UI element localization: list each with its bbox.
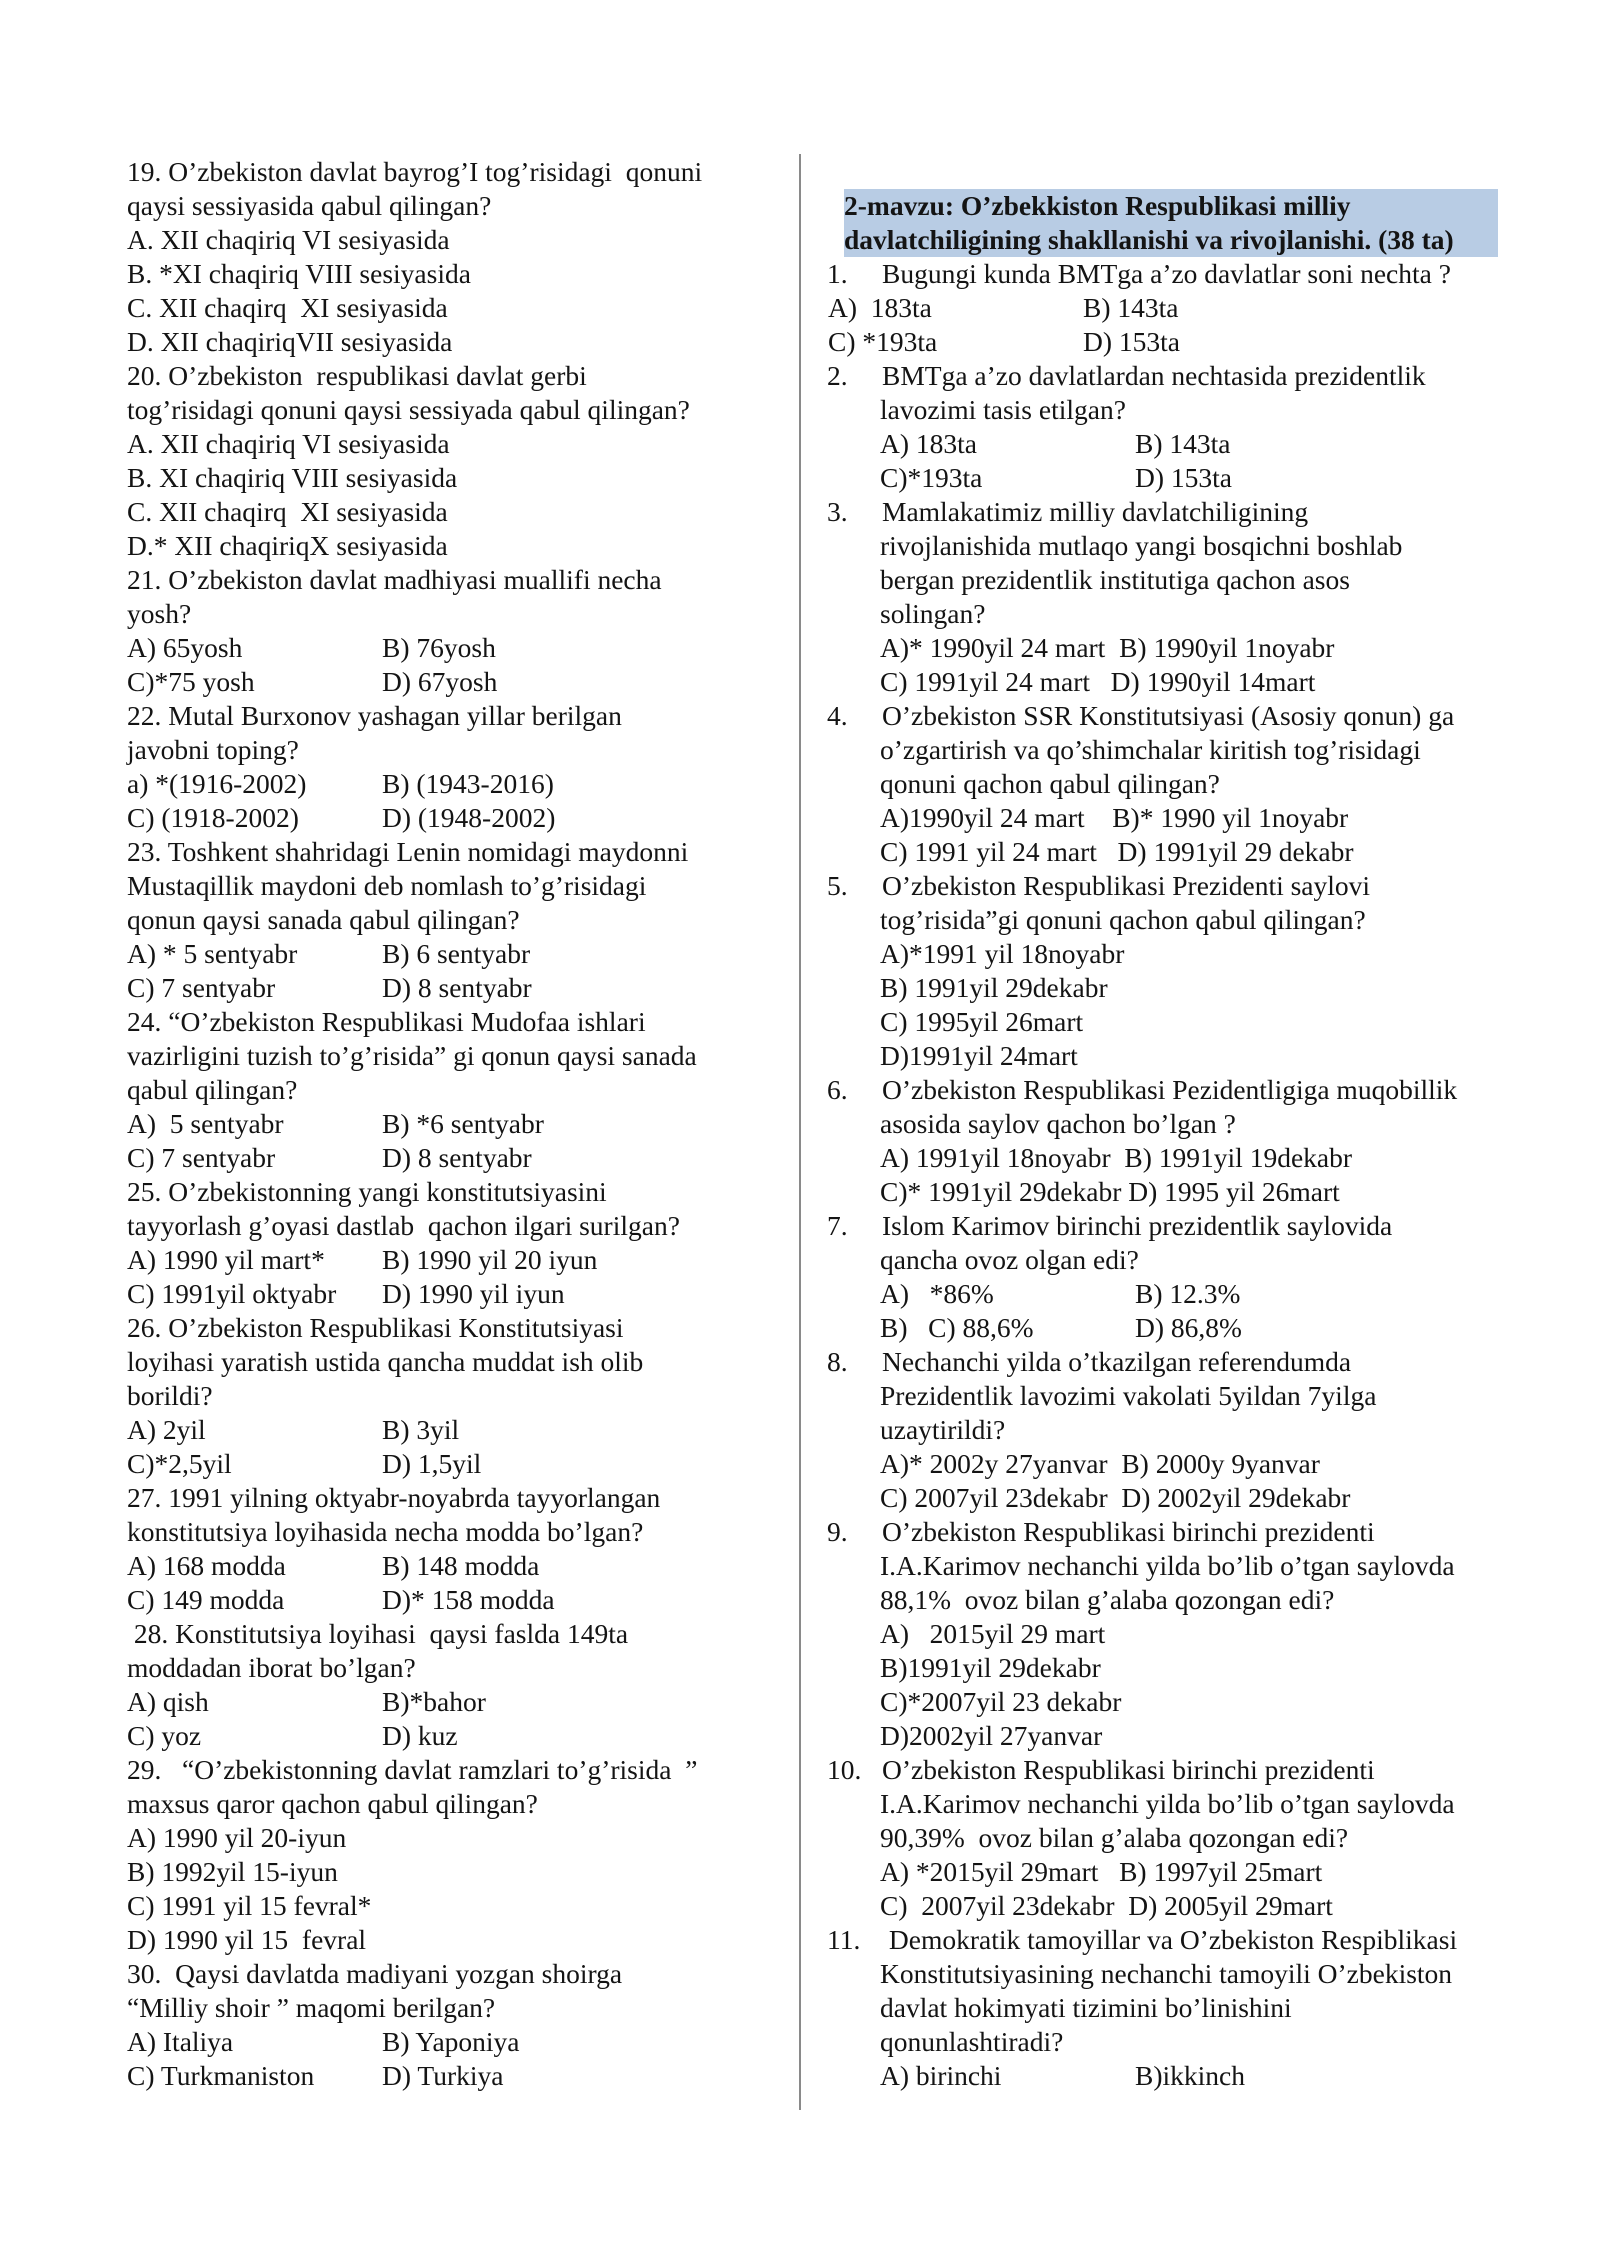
text-line: C)*2007yil 23 dekabr xyxy=(880,1686,1122,1717)
answer-options-line xyxy=(828,291,1508,325)
answer-option: B) *6 sentyabr xyxy=(382,1108,544,1139)
text-line: D)1991yil 24mart xyxy=(880,1040,1078,1071)
text-line: 20. O’zbekiston respublikasi davlat gerbi xyxy=(127,360,587,391)
answer-option: A) 65yosh xyxy=(127,632,243,663)
question-number: 7. xyxy=(827,1210,848,1241)
answer-options-line xyxy=(127,1549,767,1583)
question-number: 9. xyxy=(827,1516,848,1547)
text-line: A) 1991yil 18noyabr B) 1991yil 19dekabr xyxy=(880,1142,1353,1173)
answer-option: D) 1990 yil iyun xyxy=(382,1278,565,1309)
topic-title: davlatchiligining shakllanishi va rivojlanishi. (38 ta) xyxy=(844,223,1498,257)
answer-option: D) 8 sentyabr xyxy=(382,1142,532,1173)
text-line: rivojlanishida mutlaqo yangi bosqichni boshlab xyxy=(880,530,1403,561)
text-line: C) 1991yil 24 mart D) 1990yil 14mart xyxy=(880,666,1316,697)
question-text: Islom Karimov birinchi prezidentlik saylovida xyxy=(882,1210,1393,1241)
question-text: O’zbekiston Respublikasi Prezidenti saylovi xyxy=(882,870,1371,901)
text-line: A)* 1990yil 24 mart B) 1990yil 1noyabr xyxy=(880,632,1335,663)
text-line: 24. “O’zbekiston Respublikasi Mudofaa ishlari xyxy=(127,1006,646,1037)
text-line: qonuni qachon qabul qilingan? xyxy=(880,768,1220,799)
question-line xyxy=(828,869,1508,903)
answer-option: C)*193ta xyxy=(880,462,983,493)
text-line: C) 1995yil 26mart xyxy=(880,1006,1084,1037)
answer-option: A) 2yil xyxy=(127,1414,206,1445)
question-line xyxy=(828,1515,1508,1549)
text-line: I.A.Karimov nechanchi yilda bo’lib o’tgan saylovda xyxy=(880,1788,1455,1819)
answer-options-line xyxy=(127,665,767,699)
text-line: lavozimi tasis etilgan? xyxy=(880,394,1126,425)
answer-option: B) 148 modda xyxy=(382,1550,540,1581)
question-line xyxy=(828,1073,1508,1107)
text-line: maxsus qaror qachon qabul qilingan? xyxy=(127,1788,538,1819)
answer-option: A) Italiya xyxy=(127,2026,234,2057)
answer-option: A) 183ta xyxy=(828,292,932,323)
text-line: B) 1991yil 29dekabr xyxy=(880,972,1108,1003)
text-line: 26. O’zbekiston Respublikasi Konstitutsiyasi xyxy=(127,1312,624,1343)
text-line: 19. O’zbekiston davlat bayrog’I tog’risidagi qonuni xyxy=(127,156,703,187)
answer-options-line xyxy=(828,461,1508,495)
text-line: qabul qilingan? xyxy=(127,1074,298,1105)
text-line: C. XII chaqirq XI sesiyasida xyxy=(127,292,448,323)
column-divider xyxy=(799,154,801,2110)
answer-options-line xyxy=(127,631,767,665)
text-line: A)1990yil 24 mart B)* 1990 yil 1noyabr xyxy=(880,802,1349,833)
answer-option: D) 67yosh xyxy=(382,666,498,697)
answer-options-line xyxy=(127,1447,767,1481)
answer-option: C) *193ta xyxy=(828,326,938,357)
text-line: C)* 1991yil 29dekabr D) 1995 yil 26mart xyxy=(880,1176,1340,1207)
question-text: O’zbekiston SSR Konstitutsiyasi (Asosiy qonun) ga xyxy=(882,700,1455,731)
question-line xyxy=(828,257,1508,291)
text-line: D. XII chaqiriqVII sesiyasida xyxy=(127,326,453,357)
text-line: konstitutsiya loyihasida necha modda bo’lgan? xyxy=(127,1516,644,1547)
text-line: asosida saylov qachon bo’lgan ? xyxy=(880,1108,1236,1139)
answer-option: B) 143ta xyxy=(1083,292,1179,323)
question-line xyxy=(828,1753,1508,1787)
answer-option: D) (1948-2002) xyxy=(382,802,556,833)
text-line: A) 1990 yil 20-iyun xyxy=(127,1822,347,1853)
answer-option: A) 5 sentyabr xyxy=(127,1108,284,1139)
answer-option: A) 1990 yil mart* xyxy=(127,1244,325,1275)
left-column xyxy=(127,155,767,2093)
text-line: B. XI chaqiriq VIII sesiyasida xyxy=(127,462,458,493)
answer-option: B) C) 88,6% xyxy=(880,1312,1034,1343)
text-line: Konstitutsiyasining nechanchi tamoyili O’zbekiston xyxy=(880,1958,1453,1989)
answer-options-line xyxy=(127,1583,767,1617)
text-line: A)*1991 yil 18noyabr xyxy=(880,938,1125,969)
answer-options-line xyxy=(127,801,767,835)
answer-option: B) (1943-2016) xyxy=(382,768,554,799)
text-line: C) 2007yil 23dekabr D) 2005yil 29mart xyxy=(880,1890,1333,1921)
text-line: B. *XI chaqiriq VIII sesiyasida xyxy=(127,258,471,289)
answer-option: B) 3yil xyxy=(382,1414,460,1445)
question-text: Mamlakatimiz milliy davlatchiligining xyxy=(882,496,1309,527)
text-line: 29. “O’zbekistonning davlat ramzlari to’g’risida ” xyxy=(127,1754,698,1785)
text-line: D.* XII chaqiriqX sesiyasida xyxy=(127,530,448,561)
answer-option: C) 1991yil oktyabr xyxy=(127,1278,337,1309)
text-line: C) 1991 yil 24 mart D) 1991yil 29 dekabr xyxy=(880,836,1354,867)
text-line: qonun qaysi sanada qabul qilingan? xyxy=(127,904,520,935)
answer-option: A) 168 modda xyxy=(127,1550,286,1581)
question-text: Demokratik tamoyillar va O’zbekiston Respiblikasi xyxy=(882,1924,1458,1955)
answer-options-line xyxy=(828,1311,1508,1345)
answer-option: D) 86,8% xyxy=(1135,1312,1242,1343)
answer-options-line xyxy=(828,1277,1508,1311)
text-line: “Milliy shoir ” maqomi berilgan? xyxy=(127,1992,496,2023)
answer-option: D) 153ta xyxy=(1135,462,1232,493)
question-text: Nechanchi yilda o’tkazilgan referendumda xyxy=(882,1346,1352,1377)
text-line: uzaytirildi? xyxy=(880,1414,1006,1445)
text-line: tog’risida”gi qonuni qachon qabul qilingan? xyxy=(880,904,1366,935)
question-text: BMTga a’zo davlatlardan nechtasida prezidentlik xyxy=(882,360,1426,391)
answer-option: C) (1918-2002) xyxy=(127,802,299,833)
text-line: davlat hokimyati tizimini bo’linishini xyxy=(880,1992,1292,2023)
question-text: O’zbekiston Respublikasi birinchi prezidenti xyxy=(882,1754,1375,1785)
text-line: moddadan iborat bo’lgan? xyxy=(127,1652,416,1683)
answer-option: C) 7 sentyabr xyxy=(127,1142,276,1173)
answer-option: B) 12.3% xyxy=(1135,1278,1241,1309)
text-line: D) 1990 yil 15 fevral xyxy=(127,1924,367,1955)
answer-options-line xyxy=(127,1141,767,1175)
question-number: 3. xyxy=(827,496,848,527)
text-line: Mustaqillik maydoni deb nomlash to’g’risidagi xyxy=(127,870,647,901)
question-line xyxy=(828,1209,1508,1243)
answer-options-line xyxy=(828,325,1508,359)
answer-option: D) 1,5yil xyxy=(382,1448,482,1479)
text-line: 23. Toshkent shahridagi Lenin nomidagi maydonni xyxy=(127,836,689,867)
question-number: 8. xyxy=(827,1346,848,1377)
text-line: A)* 2002y 27yanvar B) 2000y 9yanvar xyxy=(880,1448,1320,1479)
text-line: B)1991yil 29dekabr xyxy=(880,1652,1101,1683)
answer-option: B) 1990 yil 20 iyun xyxy=(382,1244,598,1275)
text-line: qaysi sessiyasida qabul qilingan? xyxy=(127,190,492,221)
text-line: borildi? xyxy=(127,1380,213,1411)
answer-option: C) 7 sentyabr xyxy=(127,972,276,1003)
question-text: Bugungi kunda BMTga a’zo davlatlar soni nechta ? xyxy=(882,258,1451,289)
answer-option: B)ikkinch xyxy=(1135,2060,1245,2091)
answer-option: A) *86% xyxy=(880,1278,994,1309)
answer-options-line xyxy=(828,427,1508,461)
question-number: 10. xyxy=(827,1754,862,1785)
text-line: bergan prezidentlik institutiga qachon asos xyxy=(880,564,1350,595)
text-line: o’zgartirish va qo’shimchalar kiritish tog’risidagi xyxy=(880,734,1421,765)
answer-option: D) 153ta xyxy=(1083,326,1180,357)
topic-title: 2-mavzu: O’zbekkiston Respublikasi milliy xyxy=(844,189,1498,223)
text-line: A) *2015yil 29mart B) 1997yil 25mart xyxy=(880,1856,1323,1887)
answer-option: B)*bahor xyxy=(382,1686,486,1717)
text-line: loyihasi yaratish ustida qancha muddat ish olib xyxy=(127,1346,644,1377)
text-line: Prezidentlik lavozimi vakolati 5yildan 7yilga xyxy=(880,1380,1377,1411)
answer-option: a) *(1916-2002) xyxy=(127,768,307,799)
answer-options-line xyxy=(127,1107,767,1141)
answer-options-line xyxy=(127,2059,767,2093)
question-number: 2. xyxy=(827,360,848,391)
text-line: vazirligini tuzish to’g’risida” gi qonun qaysi sanada xyxy=(127,1040,697,1071)
answer-option: A) birinchi xyxy=(880,2060,1002,2091)
answer-options-line xyxy=(828,2059,1508,2093)
text-line: qancha ovoz olgan edi? xyxy=(880,1244,1139,1275)
answer-option: C) Turkmaniston xyxy=(127,2060,315,2091)
answer-option: B) 76yosh xyxy=(382,632,496,663)
answer-option: C)*75 yosh xyxy=(127,666,255,697)
text-line: yosh? xyxy=(127,598,192,629)
text-line: 27. 1991 yilning oktyabr-noyabrda tayyorlangan xyxy=(127,1482,661,1513)
answer-option: C) yoz xyxy=(127,1720,202,1751)
text-line: tog’risidagi qonuni qaysi sessiyada qabul qilingan? xyxy=(127,394,690,425)
answer-option: A) 183ta xyxy=(880,428,977,459)
text-line: tayyorlash g’oyasi dastlab qachon ilgari surilgan? xyxy=(127,1210,680,1241)
text-line: A. XII chaqiriq VI sesiyasida xyxy=(127,224,450,255)
text-line: 88,1% ovoz bilan g’alaba qozongan edi? xyxy=(880,1584,1335,1615)
answer-options-line xyxy=(127,1277,767,1311)
question-number: 1. xyxy=(827,258,848,289)
answer-option: B) 143ta xyxy=(1135,428,1231,459)
answer-options-line xyxy=(127,1243,767,1277)
text-line: solingan? xyxy=(880,598,986,629)
answer-options-line xyxy=(127,1413,767,1447)
text-line: A. XII chaqiriq VI sesiyasida xyxy=(127,428,450,459)
text-line: javobni toping? xyxy=(127,734,299,765)
text-line: C) 1991 yil 15 fevral* xyxy=(127,1890,372,1921)
question-number: 6. xyxy=(827,1074,848,1105)
text-line: 90,39% ovoz bilan g’alaba qozongan edi? xyxy=(880,1822,1349,1853)
question-line xyxy=(828,1345,1508,1379)
text-line: I.A.Karimov nechanchi yilda bo’lib o’tgan saylovda xyxy=(880,1550,1455,1581)
answer-options-line xyxy=(127,2025,767,2059)
question-line xyxy=(828,495,1508,529)
answer-option: C) 149 modda xyxy=(127,1584,285,1615)
question-text: O’zbekiston Respublikasi birinchi prezidenti xyxy=(882,1516,1375,1547)
answer-option: C)*2,5yil xyxy=(127,1448,232,1479)
answer-options-line xyxy=(127,971,767,1005)
right-column xyxy=(828,155,1508,2093)
question-text: O’zbekiston Respublikasi Pezidentligiga muqobillik xyxy=(882,1074,1458,1105)
answer-option: D) 8 sentyabr xyxy=(382,972,532,1003)
text-line: D)2002yil 27yanvar xyxy=(880,1720,1103,1751)
question-line xyxy=(828,699,1508,733)
text-line: C) 2007yil 23dekabr D) 2002yil 29dekabr xyxy=(880,1482,1351,1513)
answer-option: B) Yaponiya xyxy=(382,2026,520,2057)
answer-option: A) qish xyxy=(127,1686,209,1717)
text-line: qonunlashtiradi? xyxy=(880,2026,1064,2057)
question-line xyxy=(828,359,1508,393)
answer-option: B) 6 sentyabr xyxy=(382,938,531,969)
answer-options-line xyxy=(127,937,767,971)
text-line: A) 2015yil 29 mart xyxy=(880,1618,1106,1649)
text-line: 21. O’zbekiston davlat madhiyasi muallifi necha xyxy=(127,564,662,595)
text-line: C. XII chaqirq XI sesiyasida xyxy=(127,496,448,527)
text-line: 25. O’zbekistonning yangi konstitutsiyasini xyxy=(127,1176,607,1207)
answer-option: D) kuz xyxy=(382,1720,458,1751)
answer-options-line xyxy=(127,767,767,801)
question-number: 11. xyxy=(827,1924,861,1955)
question-number: 4. xyxy=(827,700,848,731)
text-line: 22. Mutal Burxonov yashagan yillar berilgan xyxy=(127,700,622,731)
text-line: 28. Konstitutsiya loyihasi qaysi faslda 149ta xyxy=(127,1618,629,1649)
question-number: 5. xyxy=(827,870,848,901)
answer-options-line xyxy=(127,1719,767,1753)
text-line: B) 1992yil 15-iyun xyxy=(127,1856,338,1887)
blank-line xyxy=(828,155,1508,189)
answer-option: D)* 158 modda xyxy=(382,1584,555,1615)
text-line: 30. Qaysi davlatda madiyani yozgan shoirga xyxy=(127,1958,623,1989)
answer-option: A) * 5 sentyabr xyxy=(127,938,298,969)
question-line xyxy=(828,1923,1508,1957)
answer-options-line xyxy=(127,1685,767,1719)
answer-option: D) Turkiya xyxy=(382,2060,504,2091)
